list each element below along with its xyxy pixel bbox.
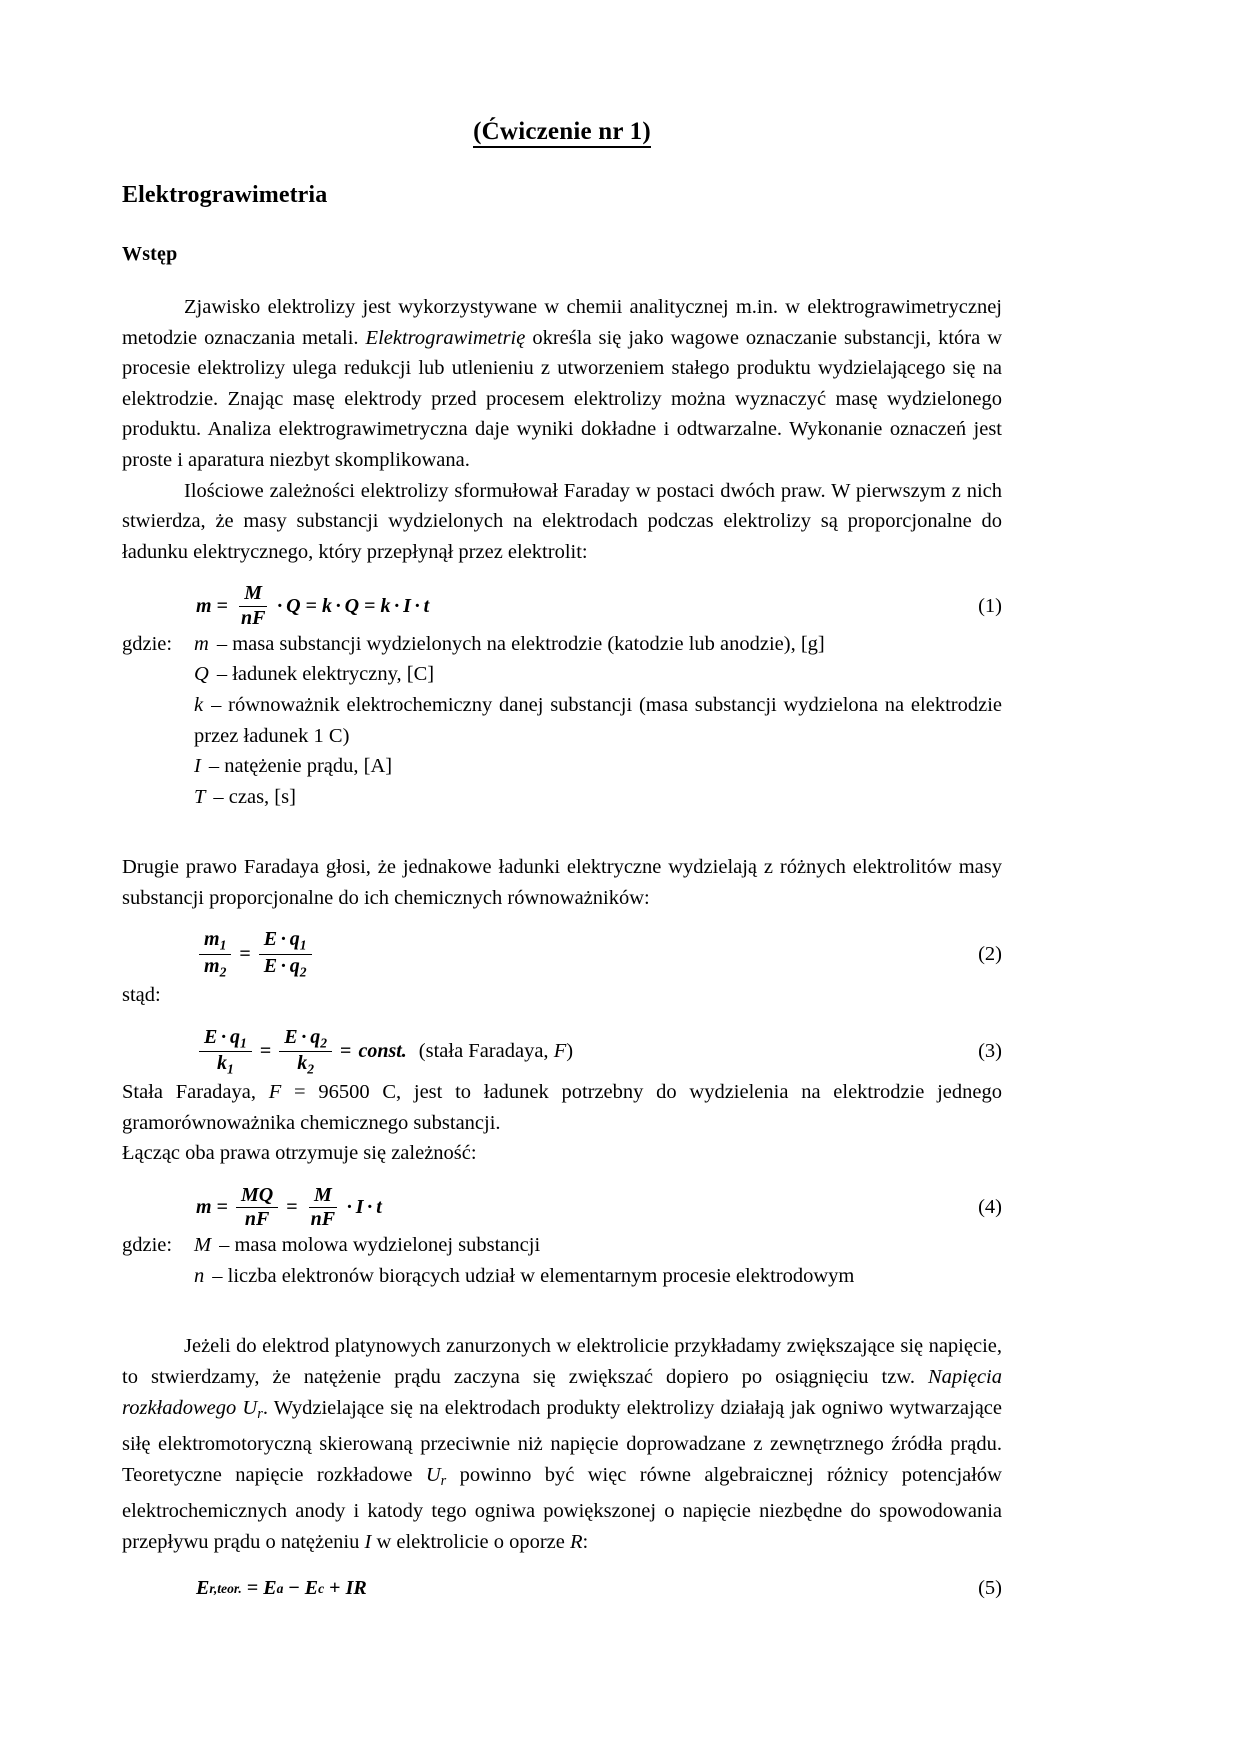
eq2-q-den: q [289, 955, 300, 978]
eq3-q2: q [310, 1025, 321, 1048]
eq4-denominator-right: nF [310, 1208, 336, 1231]
eq3-fraction-left [199, 1027, 252, 1078]
eq2-numerator-right [259, 929, 312, 955]
eq4-current: I [355, 1196, 364, 1219]
final-part2: . Wydzielające się na elektrodach produkty elektrolizy działają jak ogniwo wytwarzające siłę elektromotoryczną skierowaną przeciwnie niż napięcie doprowadzane z zewnętrznego źródła prądu. Teoretyczne napięcie rozkładowe [122, 1396, 1002, 1486]
definition-text-mm: – masa molowa wydzielonej substancji [219, 1234, 541, 1257]
definition-list-2 [122, 1230, 1002, 1291]
spacer [122, 913, 1002, 929]
equation-4-body [122, 1185, 932, 1230]
eq2-q-den-subscript: 2 [299, 964, 307, 980]
eq3-denominator-right [292, 1052, 319, 1077]
eq3-annotation [407, 1040, 573, 1063]
eq3-k2-subscript: 2 [307, 1061, 315, 1077]
equation-1-number: (1) [978, 594, 1002, 617]
eq3-q2-subscript: 2 [320, 1034, 328, 1050]
eq4-denominator-left: nF [244, 1208, 270, 1231]
final-symbol-u: U [425, 1463, 441, 1486]
eq3-q1-subscript: 1 [240, 1034, 247, 1050]
definition-text-m: – masa substancji wydzielonych na elektrodzie (katodzie lub anodzie), [g] [216, 632, 825, 655]
paragraph-decomposition-voltage [122, 1331, 1002, 1557]
eq3-dot-1: · [220, 1025, 228, 1048]
page-title [122, 118, 1002, 146]
definition-symbol-n: n [194, 1264, 205, 1287]
eq4-fraction-right [306, 1185, 340, 1230]
final-symbol-u-subscript: r [440, 1472, 447, 1489]
eq1-k-2: k [380, 594, 391, 617]
eq4-equals-2: = [286, 1196, 298, 1219]
eq1-dot-2: · [334, 594, 342, 617]
definition-row [122, 782, 1002, 813]
eq4-numerator-right: M [309, 1185, 337, 1208]
paragraph-intro [122, 292, 1002, 476]
definition-text-t: – czas, [s] [213, 785, 296, 808]
eq3-e2: E [284, 1025, 298, 1048]
final-part1: Jeżeli do elektrod platynowych zanurzonych w elektrolicie przykładamy zwiększające się napięcie, to stwierdzamy, że natężenie prądu zaczyna się zwiększać dopiero po osiągnięciu tzw. [122, 1335, 1002, 1388]
eq4-dot-2: · [366, 1196, 374, 1219]
gdzie-label-1: gdzie: [122, 632, 173, 655]
eq5-ec: E [304, 1577, 319, 1600]
eq1-denominator: nF [240, 606, 266, 629]
eq1-k-1: k [321, 594, 332, 617]
eq2-dot-num: · [280, 928, 287, 951]
definition-symbol-m: m [194, 632, 209, 655]
definition-symbol-mm: M [194, 1234, 212, 1257]
equation-3-row [122, 1027, 1002, 1078]
equation-4-math [196, 1185, 382, 1230]
final-part4: w elektrolicie o oporze [371, 1531, 570, 1553]
equation-1-row [122, 583, 1002, 628]
eq3-k2: k [297, 1052, 308, 1075]
definition-list-1 [122, 629, 1002, 813]
eq1-fraction [236, 583, 270, 628]
eq1-time: t [423, 594, 430, 617]
definition-symbol-t: T [194, 785, 206, 808]
definition-text-n: – liczba elektronów biorących udział w elementarnym procesie elektrodowym [212, 1264, 855, 1287]
eq4-numerator-left: MQ [236, 1185, 278, 1208]
eq2-fraction-left [199, 929, 231, 980]
definition-row [122, 690, 1002, 751]
eq2-m1-subscript: 1 [219, 937, 227, 953]
eq1-dot-3: · [393, 594, 401, 617]
definition-body [194, 751, 1002, 782]
spacer [122, 812, 1002, 852]
eq4-fraction-left [236, 1185, 278, 1230]
eq3-fraction-right [279, 1027, 332, 1078]
equation-2-number: (2) [978, 943, 1002, 966]
faraday-const-symbol: F [268, 1081, 282, 1104]
spacer [122, 1291, 1002, 1331]
eq2-denominator [199, 955, 231, 980]
eq3-equals-2: = [340, 1040, 352, 1063]
definition-body [194, 782, 1002, 813]
paragraph-second-law: Drugie prawo Faradaya głosi, że jednakowe ładunki elektryczne wydzielają z różnych elektrolitów masy substancji proporcjonalne do ich chemicznych równoważników: [122, 856, 1002, 909]
eq2-equals: = [239, 943, 251, 966]
eq5-ir: IR [345, 1577, 367, 1600]
definition-row [122, 659, 1002, 690]
eq4-lhs: m [196, 1196, 212, 1219]
equation-2-row [122, 929, 1002, 980]
equation-3-body [122, 1027, 932, 1078]
definition-body [194, 659, 1002, 690]
definition-body [194, 1230, 1002, 1261]
eq5-plus: + [329, 1577, 341, 1600]
eq2-dot-den: · [280, 955, 287, 978]
eq4-dot-1: · [346, 1196, 353, 1219]
eq3-denominator-left [212, 1052, 239, 1077]
final-part3: powinno być więc równe algebraicznej różnicy potencjałów elektrochemicznych anody i katody tego ogniwa powiększonej o napięcie niezbędne do spowodowania przepływu prądu o natężeniu [122, 1463, 1002, 1553]
eq1-equals-3: = [364, 594, 376, 617]
eq5-ea: E [263, 1577, 277, 1600]
equation-5-math [196, 1577, 367, 1600]
definition-body [194, 1261, 1002, 1292]
definition-text-i: – natężenie prądu, [A] [208, 755, 393, 778]
page-title-text: (Ćwiczenie nr 1) [473, 118, 651, 148]
equation-3-number: (3) [978, 1040, 1002, 1063]
eq5-equals: = [246, 1577, 259, 1600]
final-emphasis-text: Napięcia rozkładowego U [122, 1366, 1002, 1419]
eq3-numerator-right [279, 1027, 332, 1053]
eq2-e-num: E [263, 928, 278, 951]
equation-5-row [122, 1574, 1002, 1604]
equation-2-body [122, 929, 932, 980]
final-symbol-i: I [364, 1531, 372, 1553]
paragraph-faraday-constant [122, 1077, 1002, 1138]
equation-2-math [196, 929, 315, 980]
eq3-q1: q [230, 1025, 241, 1048]
faraday-const-part2: = 96500 C, jest to ładunek potrzebny do wydzielenia na elektrodzie jednego gramorównoważnika chemicznego substancji. [122, 1081, 1002, 1134]
eq5-ec-subscript: c [318, 1580, 325, 1596]
equation-5-body [122, 1577, 932, 1600]
eq1-equals-2: = [305, 594, 317, 617]
eq2-numerator [199, 929, 231, 955]
eq5-ea-subscript: a [276, 1580, 284, 1596]
page-content [122, 118, 1002, 1604]
equation-4-row [122, 1185, 1002, 1230]
eq3-equals-1: = [259, 1040, 272, 1063]
equation-4-number: (4) [978, 1196, 1002, 1219]
eq1-current: I [403, 594, 411, 617]
eq1-equals: = [216, 594, 228, 617]
eq3-annotation-open: (stała Faradaya, [418, 1040, 554, 1063]
eq1-lhs: m [196, 594, 212, 617]
spacer [122, 567, 1002, 583]
eq2-m2-subscript: 2 [219, 964, 227, 980]
definition-text-k: – równoważnik elektrochemiczny danej substancji (masa substancji wydzielona na elektrodzie przez ładunek 1 C) [194, 693, 1002, 747]
section-heading: Elektrograwimetria [122, 182, 328, 208]
definition-symbol-i: I [194, 755, 201, 778]
eq4-equals-1: = [216, 1196, 228, 1219]
definition-text-q: – ładunek elektryczny, [C] [216, 663, 435, 686]
eq1-dot-1: · [276, 594, 284, 617]
eq1-q-2: Q [344, 594, 360, 617]
equation-1-body [122, 583, 932, 628]
eq3-annotation-symbol: F [553, 1040, 567, 1063]
definition-row [122, 1230, 1002, 1261]
definition-symbol-k: k [194, 693, 204, 716]
eq3-annotation-close: ) [566, 1040, 574, 1063]
final-symbol-r: R [569, 1531, 583, 1553]
eq3-k1-subscript: 1 [227, 1061, 234, 1077]
eq2-fraction-right [259, 929, 312, 980]
definition-body [194, 629, 1002, 660]
eq2-q-num-subscript: 1 [299, 937, 307, 953]
equation-3-math [196, 1027, 573, 1078]
intro-text-part2: określa się jako wagowe oznaczanie substancji, która w procesie elektrolizy ulega redukcji lub utlenieniu z utworzeniem stałego produktu wydzielającego się na elektrodzie. Znając masę elektrody przed procesem elektrolizy można wyznaczyć masę wydzielonego produktu. Analiza elektrograwimetryczna daje wyniki dokładne i odtwarzalne. Wykonanie oznaczeń jest proste i aparatura niezbyt skomplikowana. [122, 326, 1003, 471]
eq3-dot-2: · [300, 1025, 308, 1048]
definition-body [194, 690, 1002, 751]
paragraph-combine-laws: Łącząc oba prawa otrzymuje się zależność: [122, 1142, 477, 1165]
eq2-denominator-right [259, 955, 312, 980]
eq1-dot-4: · [413, 594, 421, 617]
eq1-q-1: Q [286, 594, 301, 617]
spacer [122, 1558, 1002, 1574]
definition-row [122, 1261, 1002, 1292]
eq4-time: t [376, 1196, 382, 1219]
eq3-k1: k [217, 1052, 227, 1075]
eq2-q-num: q [289, 928, 300, 951]
eq2-e-den: E [263, 955, 278, 978]
eq5-lhs: E [196, 1577, 210, 1600]
faraday-const-part1: Stała Faradaya, [122, 1081, 269, 1104]
gdzie-label-2: gdzie: [122, 1234, 173, 1257]
eq2-m2: m [204, 955, 220, 978]
spacer [122, 1169, 1002, 1185]
eq3-const: const. [358, 1040, 407, 1063]
label-stad: stąd: [122, 983, 161, 1006]
eq5-lhs-subscript: r,teor. [209, 1580, 242, 1596]
intro-text-part1: Zjawisko elektrolizy jest wykorzystywane w chemii analitycznej m.in. w elektrograwimetrycznej metodzie oznaczania metali. [122, 296, 1002, 349]
equation-1-math [196, 583, 429, 628]
equation-5-number: (5) [978, 1577, 1002, 1600]
subsection-heading-wstep: Wstęp [122, 243, 178, 265]
paragraph-faraday-laws: Ilościowe zależności elektrolizy sformułował Faraday w postaci dwóch praw. W pierwszym z nich stwierdza, że masy substancji wydzielonych na elektrodach podczas elektrolizy są proporcjonalne do ładunku elektrycznego, który przepłynął przez elektrolit: [122, 479, 1002, 563]
definition-row [122, 629, 1002, 660]
intro-emphasis: Elektrograwimetrię [365, 326, 526, 349]
definition-symbol-q: Q [194, 663, 209, 686]
definition-row [122, 751, 1002, 782]
spacer [122, 1011, 1002, 1027]
eq2-m1: m [204, 928, 220, 951]
eq3-e1: E [204, 1025, 218, 1048]
eq5-minus: − [288, 1577, 300, 1600]
eq1-numerator: M [239, 583, 267, 606]
final-emphasis-subscript: r [257, 1405, 263, 1422]
eq3-numerator-left [199, 1027, 252, 1053]
final-part5: : [582, 1531, 589, 1553]
